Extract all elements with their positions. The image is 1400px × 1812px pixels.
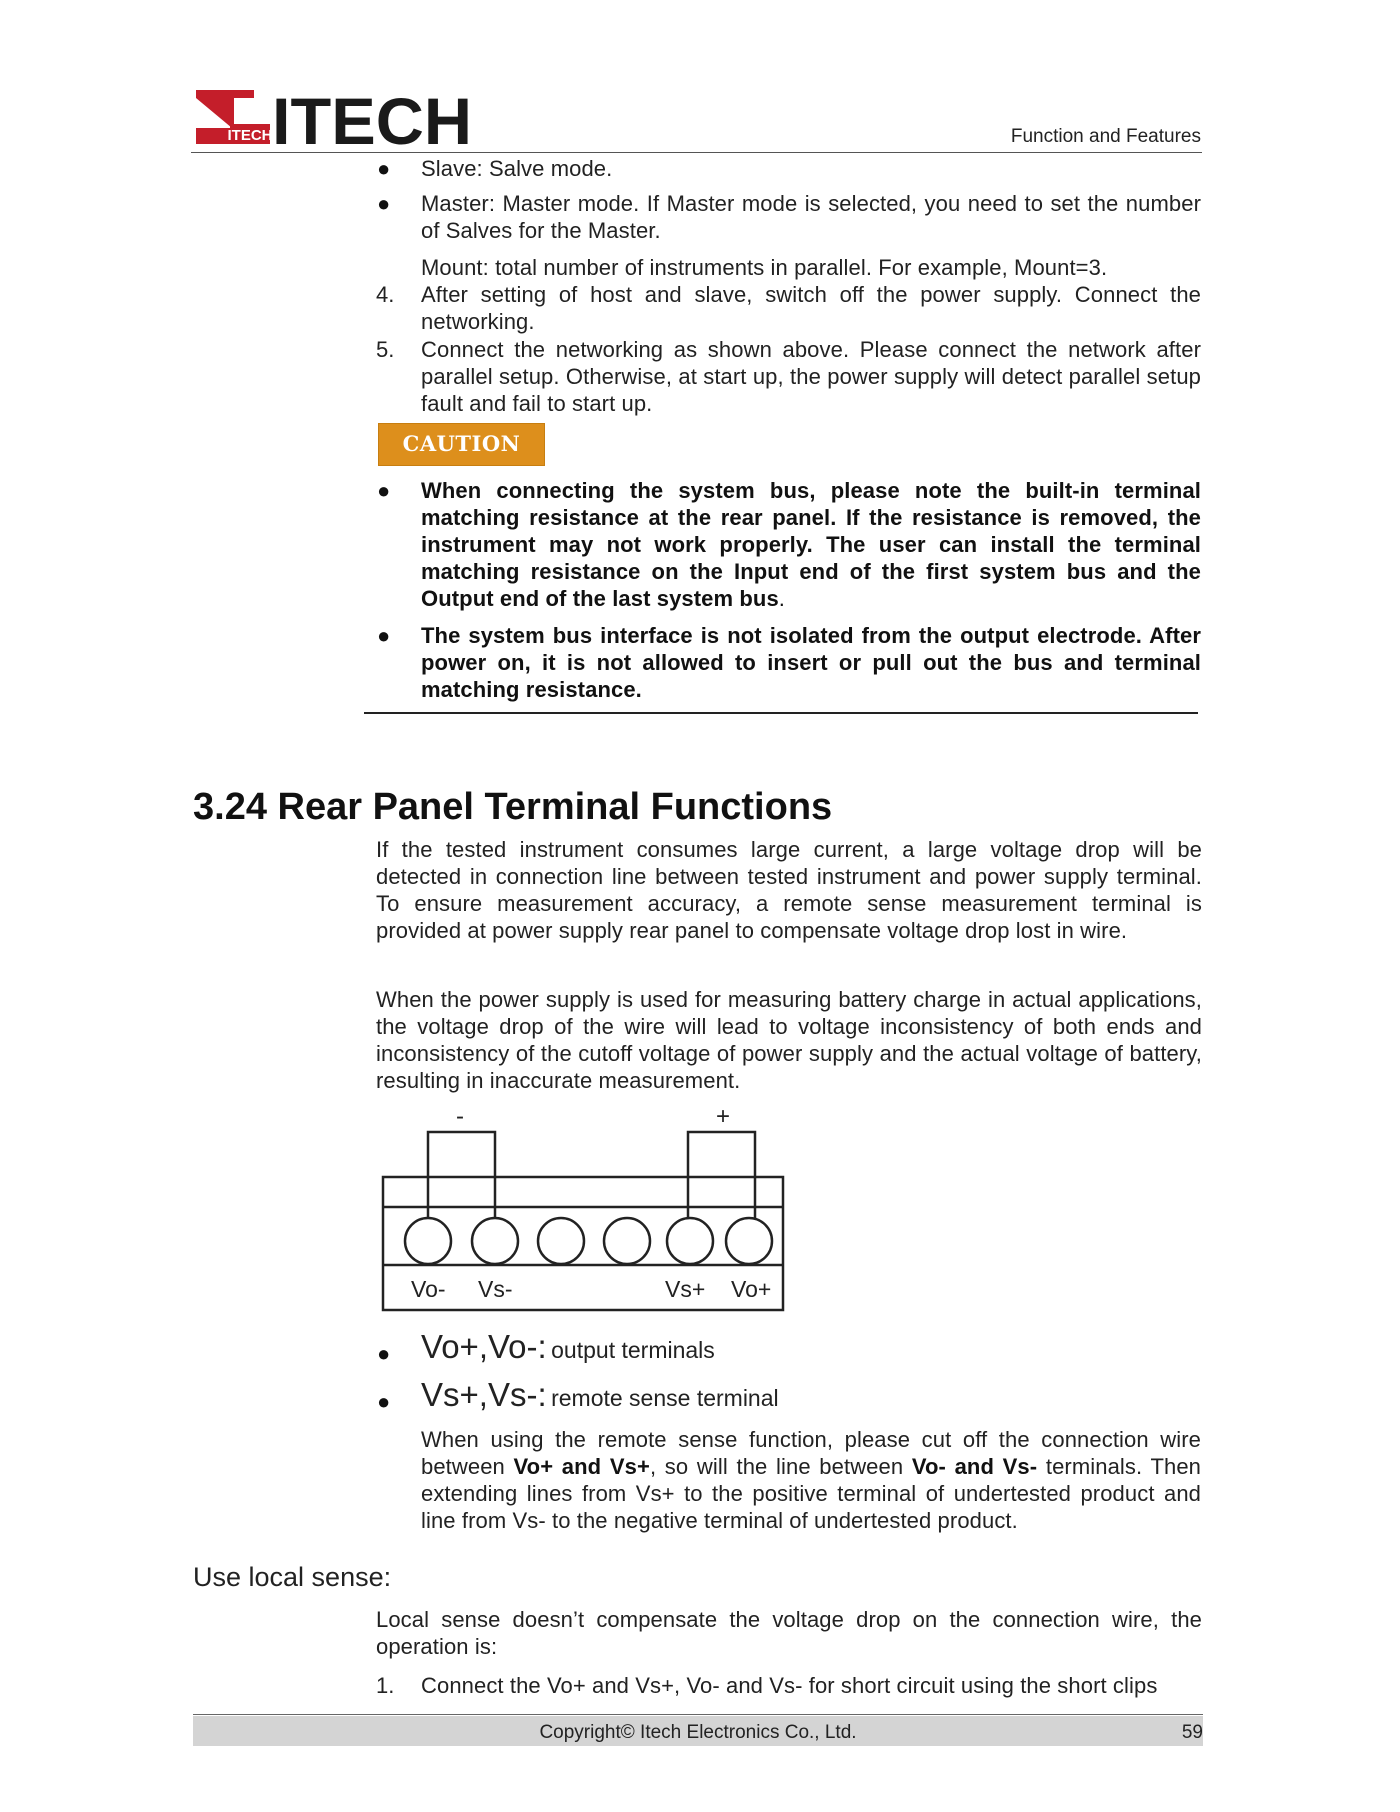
terminal-vo-plus: [726, 1218, 772, 1264]
header-divider: [191, 152, 1202, 153]
term-desc: remote sense terminal: [551, 1385, 779, 1411]
section-paragraph: When the power supply is used for measuring battery charge in actual applications, the voltage drop of the wire will lead to voltage inconsistency of both ends and inconsistency of the cutoff voltage of power supply and the actual voltage of battery, resulting in inaccurate measurement.: [376, 987, 1202, 1093]
term-name: Vs+,Vs-:: [421, 1376, 547, 1413]
terminal-vs-plus: [667, 1218, 713, 1264]
remote-sense-paragraph: [421, 1426, 1201, 1534]
terminal-vs-minus: [472, 1218, 518, 1264]
local-sense-heading: Use local sense:: [193, 1562, 392, 1592]
rear-panel-terminal-diagram: [378, 1100, 788, 1315]
remote-text: , so will the line between: [649, 1454, 912, 1479]
step-text: Connect the Vo+ and Vs+, Vo- and Vs- for short circuit using the short clips: [421, 1673, 1158, 1698]
label-vo-plus: Vo+: [731, 1276, 772, 1302]
step-text: After setting of host and slave, switch off the power supply. Connect the networking.: [421, 282, 1201, 334]
page-number: 59: [1181, 1722, 1203, 1743]
caution-item: The system bus interface is not isolated from the output electrode. After power on, it is not allowed to insert or pull out the bus and terminal matching resistance.: [421, 623, 1201, 702]
label-vs-plus: Vs+: [665, 1276, 706, 1302]
term-name: Vo+,Vo-:: [421, 1328, 547, 1365]
step-number: 4.: [376, 282, 395, 307]
label-vo-minus: Vo-: [411, 1276, 446, 1302]
header-section-title: Function and Features: [1010, 126, 1201, 147]
section-paragraph: If the tested instrument consumes large current, a large voltage drop will be detected in connection line between tested instrument and power supply terminal. To ensure measurement accuracy, a remote sense measurement terminal is provided at power supply rear panel to compensate voltage drop lost in wire.: [376, 837, 1202, 943]
term-item: [421, 1376, 779, 1414]
term-item: [421, 1328, 715, 1366]
plus-label: +: [715, 1103, 731, 1130]
remote-text: When using the remote sense function, please cut off the connection wire between: [421, 1427, 1201, 1479]
caution-item: [421, 477, 1201, 612]
bullet-text: Slave: Salve mode.: [421, 156, 613, 181]
section-heading: 3.24 Rear Panel Terminal Functions: [193, 786, 833, 828]
caution-end-rule: [364, 712, 1198, 714]
bullet-dot-icon: ●: [377, 1341, 391, 1366]
caution-item-text: When connecting the system bus, please note the built-in terminal matching resistance at the rear panel. If the resistance is removed, the instrument may not work properly. The user can install the terminal matching resistance on the Input end of the first system bus and the Output end of the last system bus: [421, 478, 1201, 611]
minus-label: -: [456, 1103, 464, 1130]
label-vs-minus: Vs-: [478, 1276, 513, 1302]
terminal-blank: [538, 1218, 584, 1264]
caution-item-tail: .: [778, 586, 785, 611]
terminal-blank: [604, 1218, 650, 1264]
logo-small-text: ITECH: [227, 127, 273, 144]
terminal-vo-minus: [405, 1218, 451, 1264]
bullet-dot-icon: ●: [377, 1389, 391, 1414]
bullet-dot-icon: ●: [377, 191, 391, 216]
local-sense-paragraph: Local sense doesn’t compensate the voltage drop on the connection wire, the operation is:: [376, 1607, 1202, 1659]
remote-bold: Vo+ and Vs+: [513, 1454, 650, 1479]
footer-copyright: Copyright© Itech Electronics Co., Ltd.: [539, 1722, 857, 1743]
step-number: 5.: [376, 337, 395, 362]
logo-text: ITECH: [272, 88, 472, 146]
bullet-dot-icon: ●: [377, 478, 391, 503]
footer-divider: [193, 1714, 1203, 1715]
remote-bold: Vo- and Vs-: [911, 1454, 1038, 1479]
term-desc: output terminals: [551, 1337, 715, 1363]
caution-label: CAUTION: [378, 423, 545, 466]
itech-logo: [194, 88, 476, 146]
bullet-text: Master: Master mode. If Master mode is selected, you need to set the number of Salves for the Master.: [421, 191, 1201, 243]
mount-text: Mount: total number of instruments in parallel. For example, Mount=3.: [421, 255, 1108, 280]
step-text: Connect the networking as shown above. Please connect the network after parallel setup. Otherwise, at start up, the power supply will detect parallel setup fault and fail to start up.: [421, 337, 1201, 416]
step-number: 1.: [376, 1673, 395, 1698]
bullet-dot-icon: ●: [377, 623, 391, 648]
bullet-dot-icon: ●: [377, 156, 391, 181]
remote-text: terminals. Then extending lines from Vs+ to the positive terminal of undertested product and line from Vs- to the negative terminal of undertested product.: [421, 1454, 1202, 1533]
